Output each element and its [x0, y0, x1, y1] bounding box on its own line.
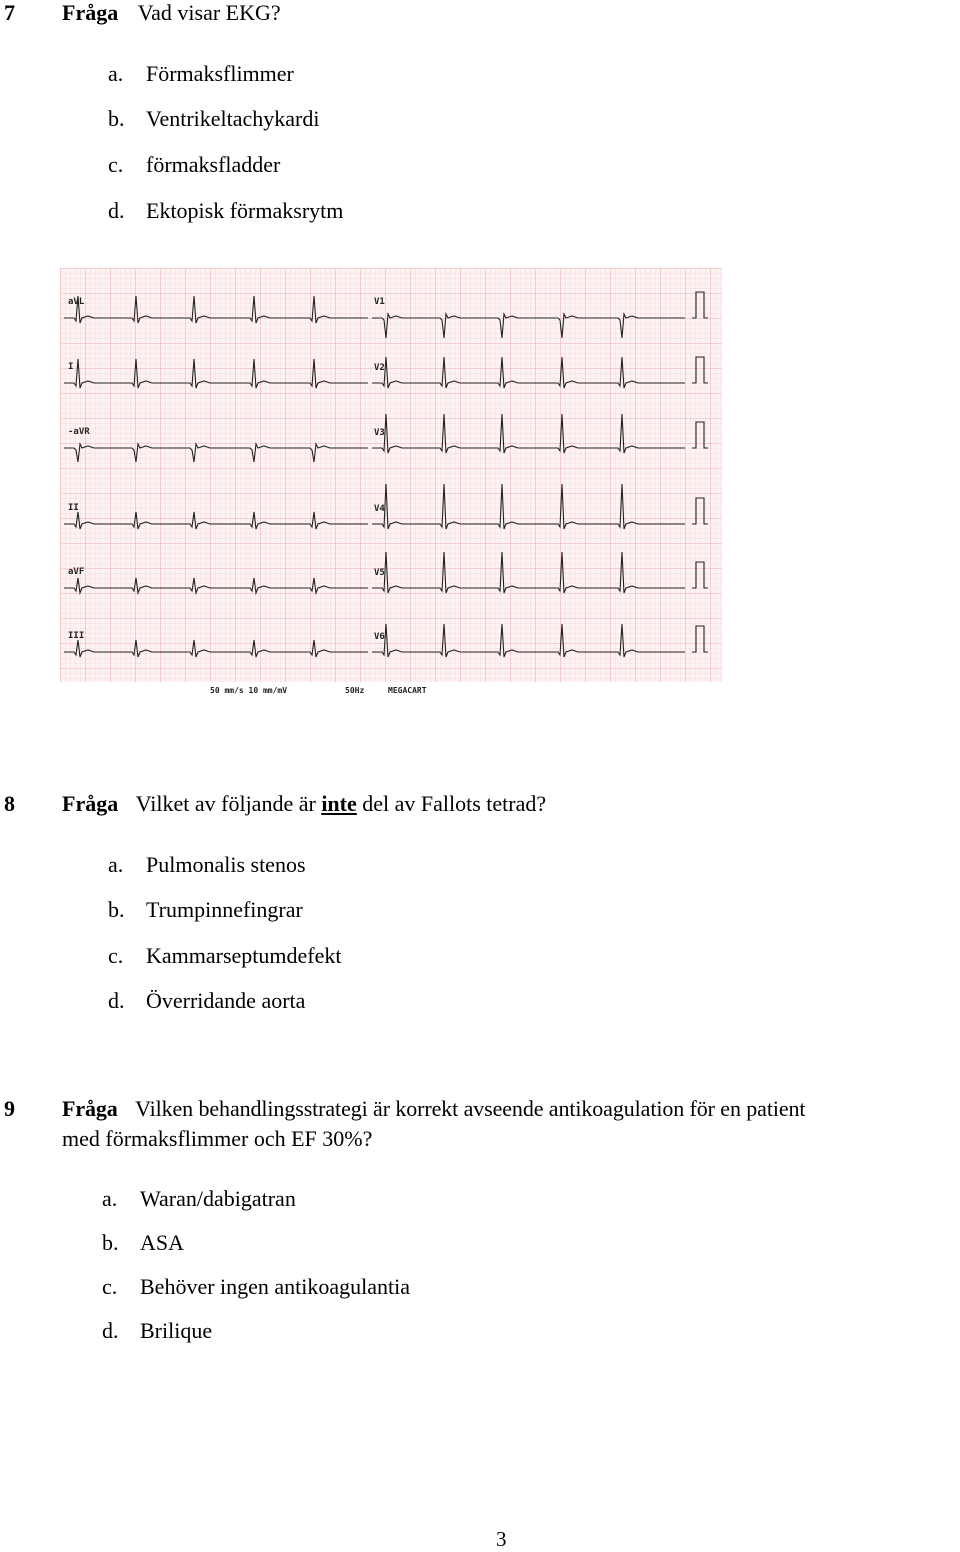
- option-letter: a.: [108, 61, 124, 86]
- option-letter: b.: [102, 1230, 119, 1255]
- question-emphasis: inte: [321, 791, 357, 816]
- option-c: [108, 152, 280, 178]
- option-text: Waran/dabigatran: [140, 1186, 296, 1211]
- lead-label-v6: V6: [374, 632, 385, 642]
- lead-label-v3: V3: [374, 428, 385, 438]
- question-label: Fråga: [62, 0, 119, 25]
- option-text: Trumpinnefingrar: [146, 897, 303, 922]
- lead-label-v5: V5: [374, 568, 385, 578]
- option-letter: d.: [108, 988, 125, 1013]
- option-letter: a.: [102, 1186, 118, 1211]
- question-9-header: [62, 1096, 805, 1122]
- option-text: Överridande aorta: [146, 988, 306, 1013]
- question-text-before: Vilket av följande är: [135, 791, 316, 816]
- option-letter: b.: [108, 897, 125, 922]
- option-letter: c.: [108, 943, 124, 968]
- question-text-line2: med förmaksflimmer och EF 30%?: [62, 1126, 373, 1151]
- option-text: Ventrikeltachykardi: [146, 106, 320, 131]
- option-text: Förmaksflimmer: [146, 61, 294, 86]
- question-9: [4, 1096, 15, 1122]
- question-text: Vad visar EKG?: [137, 0, 281, 25]
- option-a: [108, 852, 306, 878]
- option-text: Ektopisk förmaksrytm: [146, 198, 344, 223]
- option-text: ASA: [140, 1230, 185, 1255]
- option-b: [102, 1230, 184, 1256]
- question-text-line1: Vilken behandlingsstrategi är korrekt avseende antikoagulation för en patient: [135, 1096, 806, 1121]
- option-letter: c.: [102, 1274, 118, 1299]
- question-label: Fråga: [62, 1096, 118, 1121]
- option-letter: c.: [108, 152, 124, 177]
- option-c: [102, 1274, 410, 1300]
- option-text: Behöver ingen antikoagulantia: [140, 1274, 411, 1299]
- question-label: Fråga: [62, 791, 119, 816]
- question-text-after: del av Fallots tetrad?: [362, 791, 547, 816]
- option-text: Kammarseptumdefekt: [146, 943, 342, 968]
- option-b: [108, 897, 303, 923]
- option-letter: d.: [102, 1318, 119, 1343]
- question-number: 8: [4, 791, 15, 816]
- option-a: [102, 1186, 296, 1212]
- lead-label-avf: aVF: [68, 567, 85, 577]
- lead-label-avr: -aVR: [68, 427, 90, 437]
- lead-label-v4: V4: [374, 504, 385, 514]
- question-8: [4, 791, 15, 817]
- ecg-footer-device: MEGACART: [388, 686, 427, 695]
- option-d: [108, 988, 305, 1014]
- option-text: förmaksfladder: [146, 152, 281, 177]
- option-text: Brilique: [140, 1318, 213, 1343]
- page-number: 3: [496, 1527, 507, 1551]
- option-text: Pulmonalis stenos: [146, 852, 306, 877]
- ecg-footer-filter: 50Hz: [345, 686, 365, 695]
- question-8-header: [62, 791, 546, 817]
- option-letter: b.: [108, 106, 125, 131]
- ecg-figure: [60, 268, 722, 696]
- lead-label-v1: V1: [374, 297, 385, 307]
- lead-label-ii: II: [68, 503, 79, 513]
- option-d: [102, 1318, 212, 1344]
- option-a: [108, 61, 294, 87]
- option-c: [108, 943, 342, 969]
- option-letter: a.: [108, 852, 124, 877]
- option-letter: d.: [108, 198, 125, 223]
- question-number: 9: [4, 1096, 15, 1121]
- lead-label-iii: III: [68, 631, 85, 641]
- lead-label-v2: V2: [374, 363, 385, 373]
- lead-label-avl: aVL: [68, 297, 85, 307]
- option-b: [108, 106, 320, 132]
- ecg-footer-speed: 50 mm/s 10 mm/mV: [210, 686, 288, 695]
- question-7: [4, 0, 15, 26]
- question-number: 7: [4, 0, 15, 25]
- option-d: [108, 198, 343, 224]
- lead-label-i: I: [68, 362, 74, 372]
- question-7-header: [62, 0, 281, 26]
